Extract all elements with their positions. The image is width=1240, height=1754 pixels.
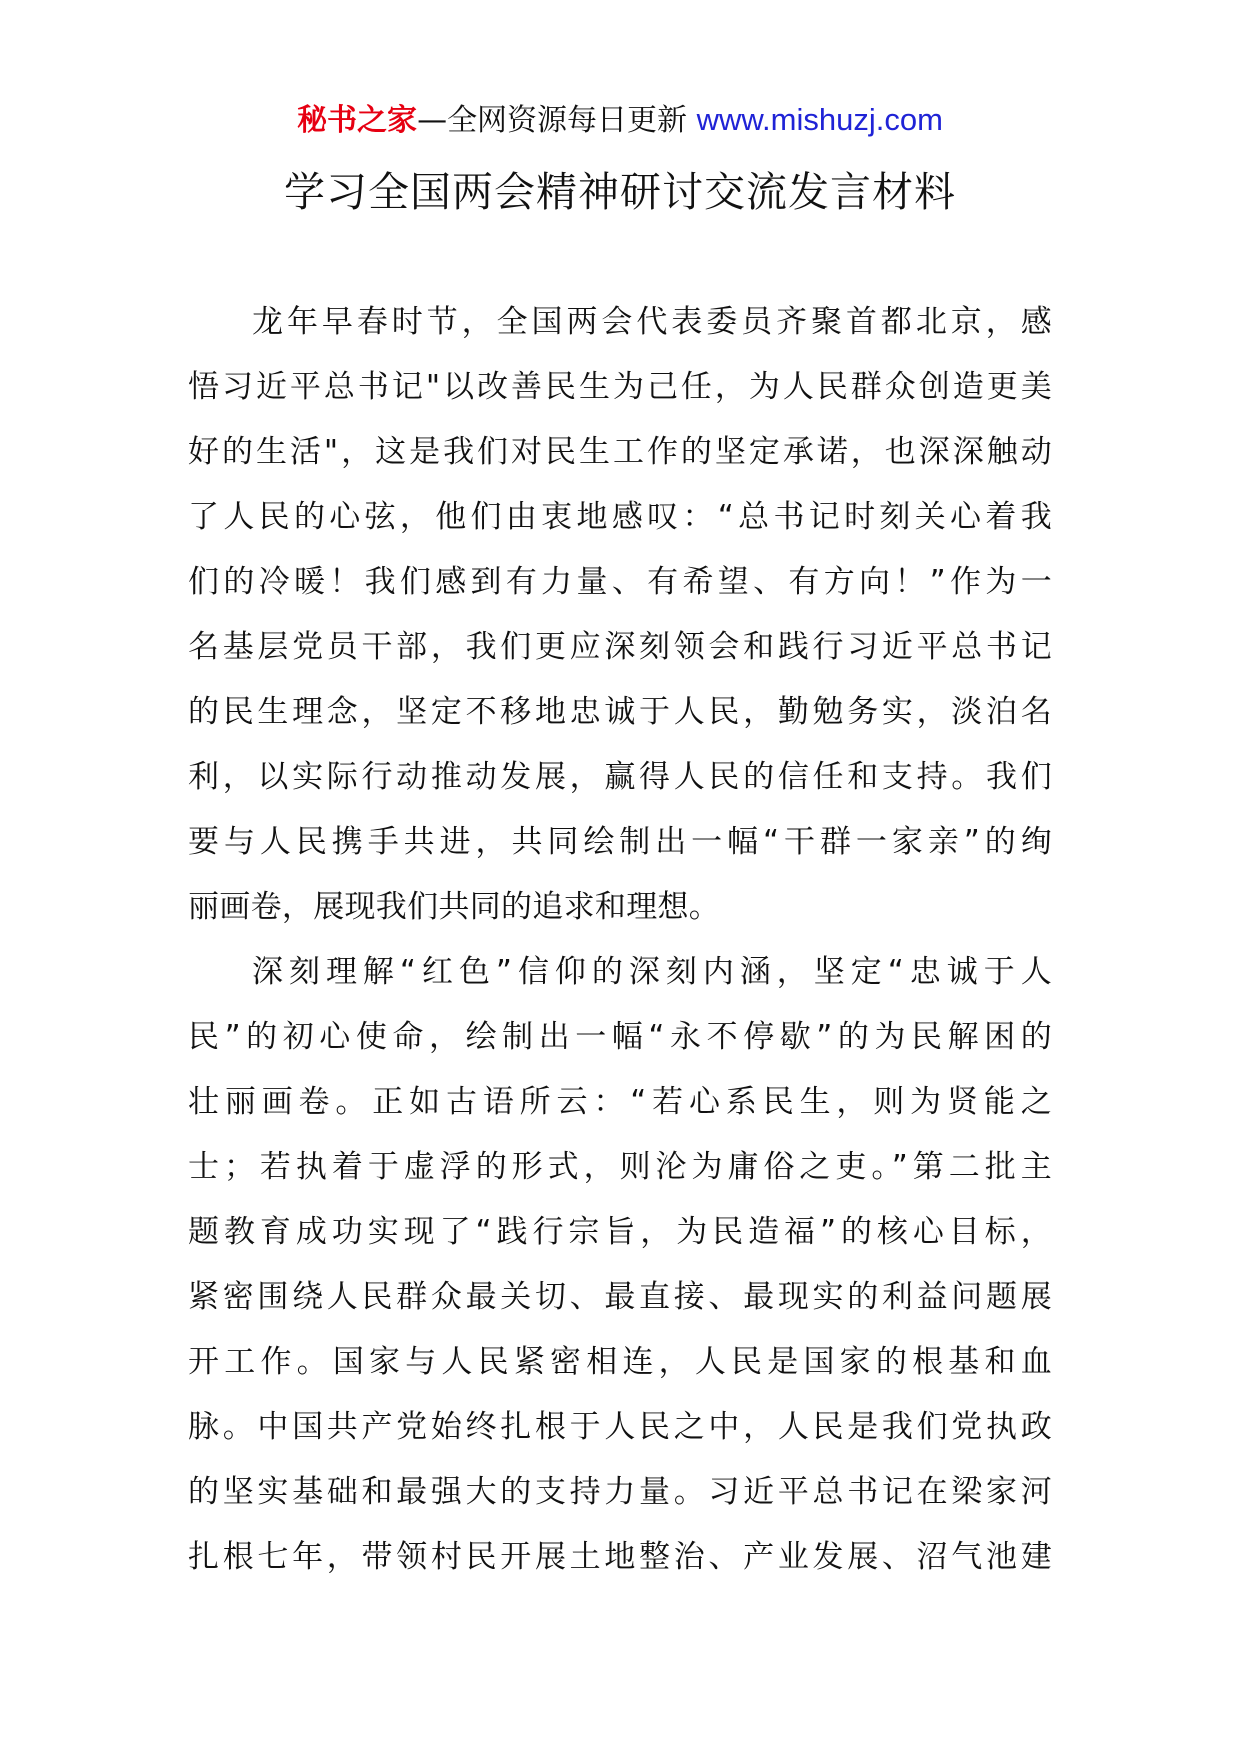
text-line: 题教育成功实现了“践行宗旨，为民造福”的核心目标， xyxy=(188,1214,1052,1250)
site-name: 秘书之家 xyxy=(297,103,418,138)
text-line: 深刻理解“红色”信仰的深刻内涵，坚定“忠诚于人 xyxy=(252,954,1052,990)
text-line: 利，以实际行动推动发展，赢得人民的信任和支持。我们 xyxy=(188,759,1052,795)
text-line: 开工作。国家与人民紧密相连，人民是国家的根基和血 xyxy=(188,1344,1052,1380)
text-line: 们的冷暖！我们感到有力量、有希望、有方向！”作为一 xyxy=(188,564,1052,600)
text-line: 士；若执着于虚浮的形式，则沦为庸俗之吏。”第二批主 xyxy=(188,1149,1052,1185)
text-line: 名基层党员干部，我们更应深刻领会和践行习近平总书记 xyxy=(188,629,1052,665)
document-title: 学习全国两会精神研讨交流发言材料 xyxy=(284,168,956,216)
text-line: 脉。中国共产党始终扎根于人民之中，人民是我们党执政 xyxy=(188,1409,1052,1445)
text-line: 民”的初心使命，绘制出一幅“永不停歇”的为民解困的 xyxy=(188,1019,1052,1055)
text-line: 好的生活"，这是我们对民生工作的坚定承诺，也深深触动 xyxy=(188,434,1052,470)
paragraph-1 xyxy=(188,290,1052,940)
text-line: 丽画卷，展现我们共同的追求和理想。 xyxy=(188,889,721,925)
site-tagline: —全网资源每日更新 xyxy=(417,103,697,138)
text-line: 龙年早春时节，全国两会代表委员齐聚首都北京，感 xyxy=(252,304,1052,340)
text-line: 壮丽画卷。正如古语所云：“若心系民生，则为贤能之 xyxy=(188,1084,1052,1120)
paragraph-2 xyxy=(188,940,1052,1590)
text-line: 了人民的心弦，他们由衷地感叹：“总书记时刻关心着我 xyxy=(188,499,1052,535)
site-url-link[interactable]: www.mishuzj.com xyxy=(696,102,943,137)
text-line: 悟习近平总书记"以改善民生为己任，为人民群众创造更美 xyxy=(188,369,1052,405)
site-header xyxy=(0,98,1240,143)
text-line: 的民生理念，坚定不移地忠诚于人民，勤勉务实，淡泊名 xyxy=(188,694,1052,730)
text-line: 紧密围绕人民群众最关切、最直接、最现实的利益问题展 xyxy=(188,1279,1052,1315)
text-line: 的坚实基础和最强大的支持力量。习近平总书记在梁家河 xyxy=(188,1474,1052,1510)
text-line: 要与人民携手共进，共同绘制出一幅“干群一家亲”的绚 xyxy=(188,824,1052,860)
document-body xyxy=(188,290,1052,1590)
text-line: 扎根七年，带领村民开展土地整治、产业发展、沼气池建 xyxy=(188,1539,1052,1575)
